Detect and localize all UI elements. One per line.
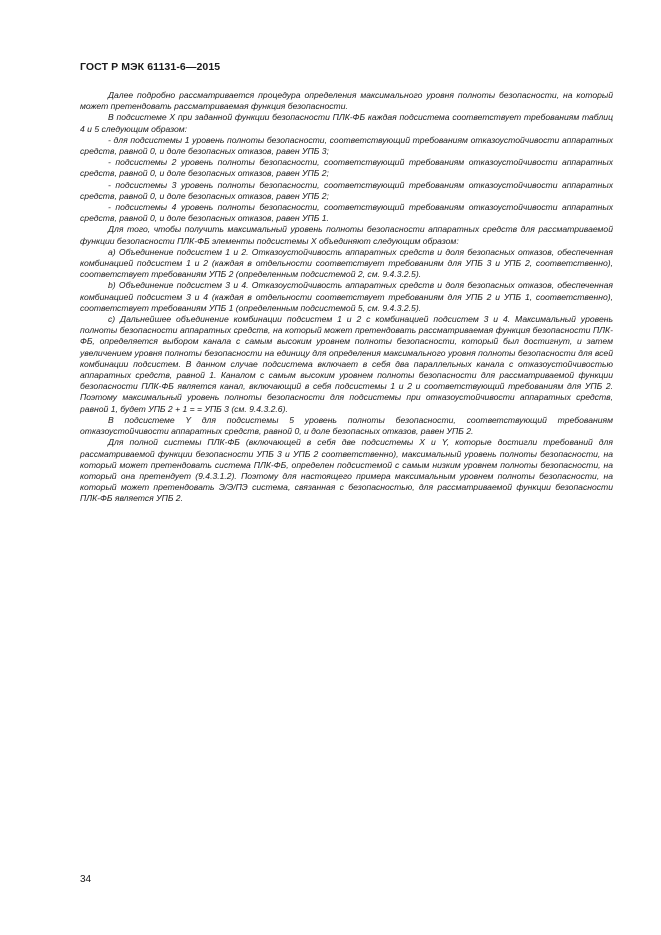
paragraph: c) Дальнейшее объединение комбинации подсистем 1 и 2 с комбинацией подсистем 3 и 4. Максимальный уровень полноты безопасности аппаратных средств, на который может претендовать рассматриваемая функция безопасности ПЛК-ФБ, определяется выбором канала с самым высоким уровнем полноты безопасности, который был достигнут, и затем увеличением уровня полноты безопасности на единицу для определения максимального уровня полноты безопасности для всей комбинации подсистем. В данном случае подсистема включает в себя два параллельных канала с отказоустойчивостью аппаратных средств, равной 1. Каналом с самым высоким уровнем полноты безопасности для рассматриваемой функции безопасности ПЛК-ФБ является канал, включающий в себя подсистемы 1 и 2 и соответствующий требованиям для УПБ 2. Поэтому максимальный уровень полноты безопасности для подсистемы при отказоустойчивости аппаратных средств, равной 1, будет УПБ 2 + 1 = = УПБ 3 (см. 9.4.3.2.6).: [80, 314, 613, 414]
paragraph: b) Объединение подсистем 3 и 4. Отказоустойчивость аппаратных средств и доля безопасных отказов, обеспеченная комбинацией подсистем 3 и 4 (каждая в отдельности соответствует требованиям для УПБ 2 и УПБ 1, соответственно), соответствует требованиям УПБ 1 (определенным подсистемой 5, см. 9.4.3.2.5).: [80, 280, 613, 313]
list-item: - подсистемы 3 уровень полноты безопасности, соответствующий требованиям отказоустойчивости аппаратных средств, равной 0, и доле безопасных отказов, равен УПБ 2;: [80, 179, 613, 201]
paragraph: a) Объединение подсистем 1 и 2. Отказоустойчивость аппаратных средств и доля безопасных отказов, обеспеченная комбинацией подсистем 1 и 2 (каждая в отдельности соответствует требованиям для УПБ 3 и УПБ 2, соответственно), соответствует требованиям УПБ 2 (определенным подсистемой 2, см. 9.4.3.2.5).: [80, 246, 613, 280]
paragraph: Для полной системы ПЛК-ФБ (включающей в себя две подсистемы X и Y, которые достигли требований для рассматриваемой функции безопасности УПБ 3 и УПБ 2 соответственно), максимальный уровень полноты безопасности, на который может претендовать система ПЛК-ФБ, определен подсистемой с самым низким уровнем полноты безопасности, на который она претендует (9.4.3.1.2). Поэтому для настоящего примера максимальным уровнем полноты безопасности, на который может претендовать Э/Э/ПЭ система, связанная с безопасностью, для рассматриваемой функции безопасности ПЛК-ФБ является УПБ 2.: [80, 437, 613, 504]
paragraph: В подсистеме X при заданной функции безопасности ПЛК-ФБ каждая подсистема соответствует требованиям таблиц 4 и 5 следующим образом:: [80, 112, 613, 134]
document-header: ГОСТ Р МЭК 61131-6—2015: [80, 61, 221, 73]
list-item: - подсистемы 2 уровень полноты безопасности, соответствующий требованиям отказоустойчивости аппаратных средств, равной 0, и доле безопасных отказов, равен УПБ 2;: [80, 157, 613, 179]
paragraph: Для того, чтобы получить максимальный уровень полноты безопасности аппаратных средств для рассматриваемой функции безопасности ПЛК-ФБ элементы подсистемы X объединяют следующим образом:: [80, 224, 613, 246]
list-item: - для подсистемы 1 уровень полноты безопасности, соответствующий требованиям отказоустойчивости аппаратных средств, равной 0, и доле безопасных отказов, равен УПБ 3;: [80, 134, 613, 157]
list-item: - подсистемы 4 уровень полноты безопасности, соответствующий требованиям отказоустойчивости аппаратных средств, равной 0, и доле безопасных отказов, равен УПБ 1.: [80, 202, 613, 224]
paragraph: В подсистеме Y для подсистемы 5 уровень полноты безопасности, соответствующий требованиям отказоустойчивости аппаратных средств, равной 0, и доле безопасных отказов, равен УПБ 2.: [80, 414, 613, 437]
page-number: 34: [80, 874, 92, 885]
document-body: [80, 90, 613, 505]
paragraph: Далее подробно рассматривается процедура определения максимального уровня полноты безопасности, на который может претендовать рассматриваемая функция безопасности.: [80, 90, 613, 112]
